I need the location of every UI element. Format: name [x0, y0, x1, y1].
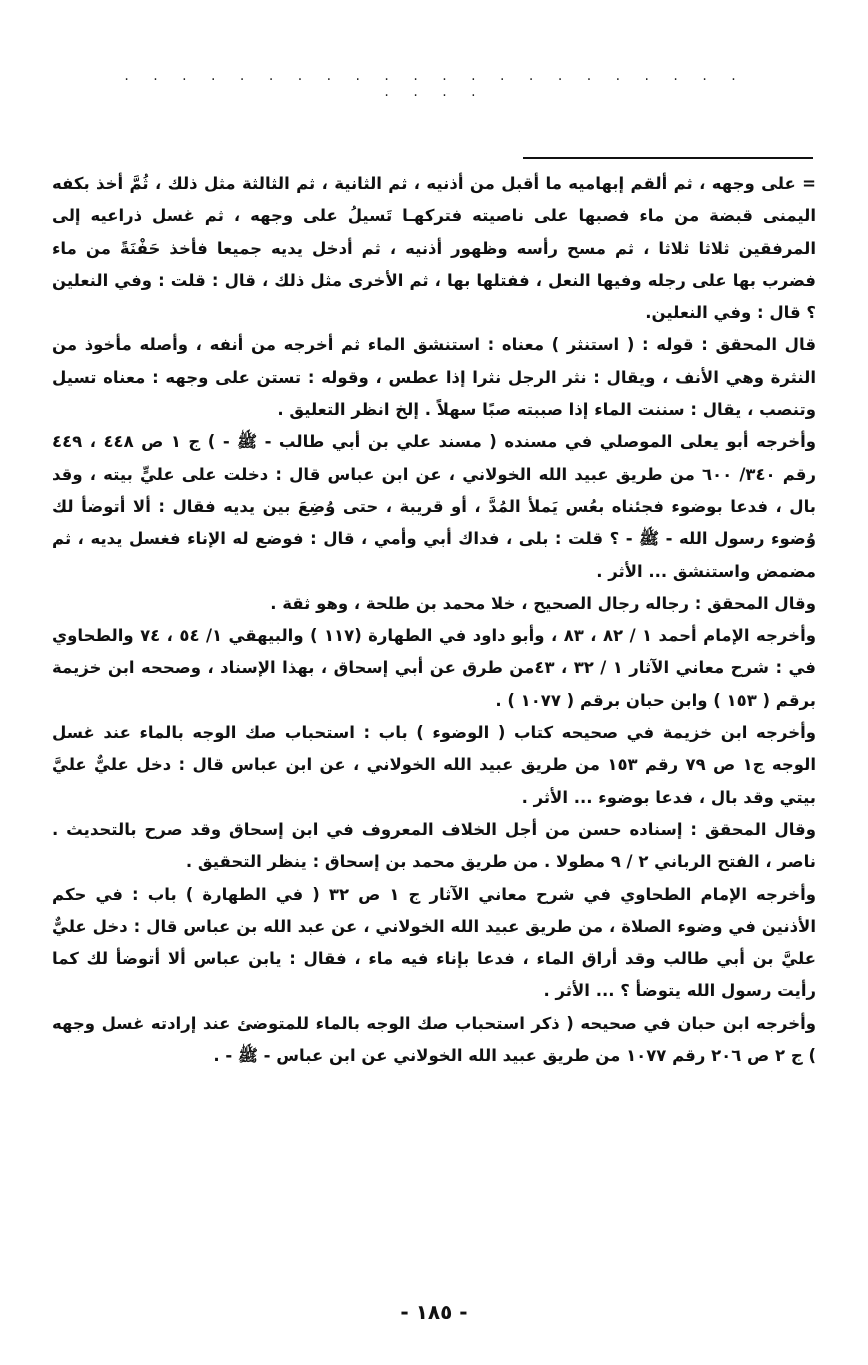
- footnote-paragraph-2: قال المحقق : قوله : ( استنثر ) معناه : استنشق الماء ثم أخرجه من أنفه ، وأصله مأخوذ من النثرة وهي الأنف ، ويقال : نثر الرجل نثرا إذا عطس ، وقوله : تستن على وجهه : معناه تسيل وتنصب ، يقال : سننت الماء إذا صببته صبًا سهلاً . إلخ انظر التعليق .: [52, 335, 816, 420]
- footnote-paragraph-9: وأخرجه ابن حبان في صحيحه ( ذكر استحباب صك الوجه بالماء للمتوضئ عند إرادته غسل وجهه ) ج ٢ ص ٢٠٦ رقم ١٠٧٧ من طريق عبيد الله الخولاني عن ابن عباس - ﷺ - .: [52, 1013, 816, 1066]
- footnote-paragraph-4: وقال المحقق : رجاله رجال الصحيح ، خلا محمد بن طلحة ، وهو ثقة .: [270, 593, 816, 613]
- footnote-separator: [523, 157, 813, 159]
- footnote-paragraph-8: وأخرجه الإمام الطحاوي في شرح معاني الآثار ج ١ ص ٣٢ ( في الطهارة ) باب : في حكم الأذنين في وضوء الصلاة ، من طريق عبيد الله الخولاني ، عن عبد الله بن عباس قال : دخل عليٌّ عليَّ بن أبي طالب وقد أراق الماء ، فدعا بإناء فيه ماء ، فقال : يابن عباس ألا أتوضأ لك كما رأيت رسول الله يتوضأ ؟ ... الأثر .: [52, 884, 817, 1001]
- header-dotted-line: · · · · · · · · · · · · · · · · · · · · · · · · · ·: [124, 72, 746, 104]
- footnote-paragraph-7: وقال المحقق : إسناده حسن من أجل الخلاف المعروف في ابن إسحاق وقد صرح بالتحديث . ناصر ، الفتح الرباني ٢ / ٩ مطولا . من طريق محمد بن إسحاق : ينظر التحقيق .: [52, 819, 816, 872]
- page-number: - ١٨٥ -: [400, 1300, 468, 1324]
- footnotes-body: [52, 168, 816, 1072]
- footnote-paragraph-5: وأخرجه الإمام أحمد ١ / ٨٢ ، ٨٣ ، وأبو داود في الطهارة (١١٧ ) والبيهقي ١/ ٥٤ ، ٧٤ والطحاوي في : شرح معاني الآثار ١ / ٣٢ ، ٤٣من طرق عن أبي إسحاق ، بهذا الإسناد ، وصححه ابن خزيمة برقم ( ١٥٣ ) وابن حبان برقم ( ١٠٧٧ ) .: [52, 626, 816, 710]
- footnote-paragraph-3: وأخرجه أبو يعلى الموصلي في مسنده ( مسند علي بن أبي طالب - ﷺ - ) ج ١ ص ٤٤٨ ، ٤٤٩ رقم ٣٤٠/ ٦٠٠ من طريق عبيد الله الخولاني ، عن ابن عباس قال : دخلت على عليٍّ بيته ، وقد بال ، فدعا بوضوء فجئناه بعُس يَملأ المُدَّ ، أو قريبة ، حتى وُضِعَ بين يديه فقال : ألا أتوضأ لك وُضوء رسول الله - ﷺ - ؟ قلت : بلى ، فداك أبي وأمي ، قال : فوضع له الإناء فغسل يديه ، ثم مضمض واستنشق ... الأثر .: [52, 432, 816, 581]
- footnote-paragraph-1: = على وجهه ، ثم ألقم إبهاميه ما أقبل من أذنيه ، ثم الثانية ، ثم الثالثة مثل ذلك ، ثُمَّ أخذ بكفه اليمنى قبضة من ماء فصبها على ناصيته فتركهـا تَسيلُ على وجهه ، ثم غسل ذراعيه إلى المرفقين ثلاثا ثلاثا ، ثم مسح رأسه وظهور أذنيه ، ثم أدخل يديه جميعا فأخذ حَفْنَةً من ماء فضرب بها على رجله وفيها النعل ، ففتلها بها ، ثم الأخرى مثل ذلك ، قال : قلت : وفي النعلين ؟ قال : وفي النعلين.: [52, 174, 816, 323]
- footnote-paragraph-6: وأخرجه ابن خزيمة في صحيحه كتاب ( الوضوء ) باب : استحباب صك الوجه بالماء عند غسل الوجه ج١ ص ٧٩ رقم ١٥٣ من طريق عبيد الله الخولاني ، عن ابن عباس قال : دخل عليٌّ عليَّ بيتي وقد بال ، فدعا بوضوء ... الأثر .: [52, 723, 816, 807]
